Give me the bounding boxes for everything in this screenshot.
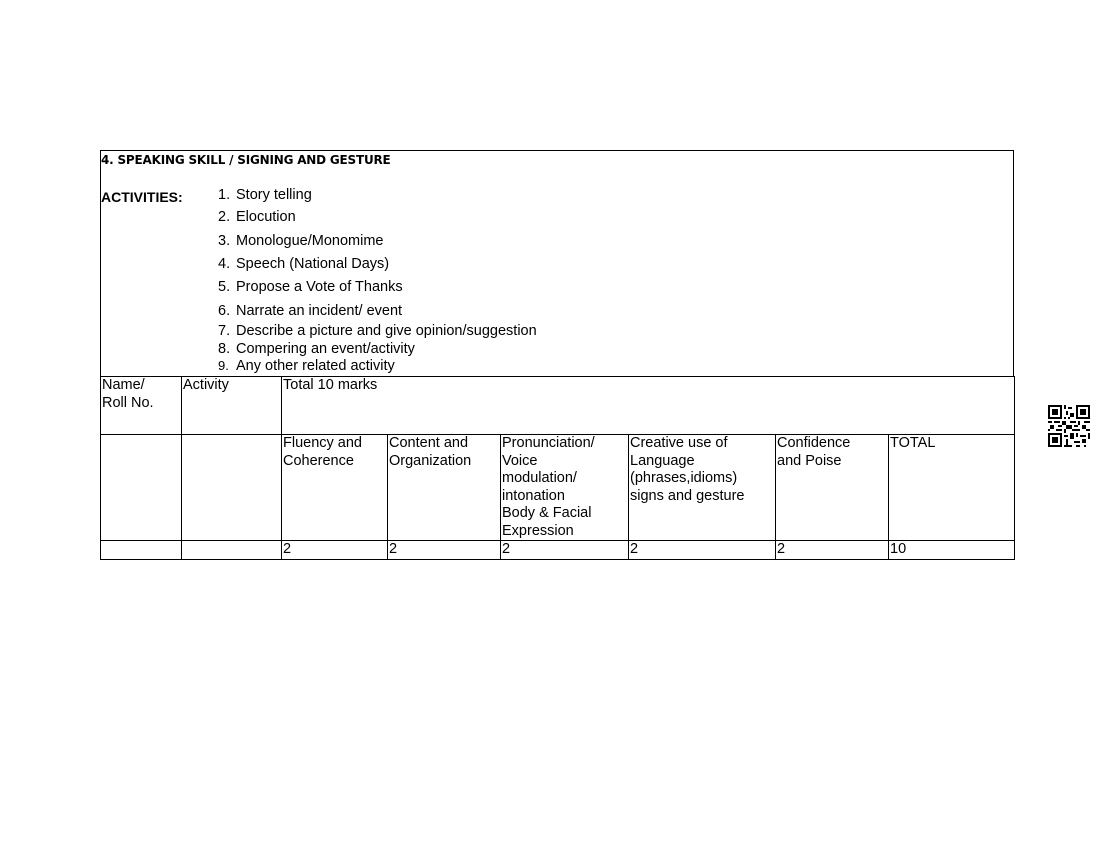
criterion-max-marks: 2 xyxy=(776,541,889,560)
activity-number: 1. xyxy=(218,187,231,203)
marks-table xyxy=(100,376,1015,560)
activity-item xyxy=(218,233,384,249)
activity-number: 8. xyxy=(218,341,231,357)
activity-text: Compering an event/activity xyxy=(236,341,415,357)
criterion-label-line: intonation xyxy=(502,487,565,504)
activity-text: Story telling xyxy=(236,187,312,203)
criteria-row xyxy=(101,435,1015,541)
activity-item xyxy=(218,358,395,374)
activity-item xyxy=(218,341,415,357)
activity-number: 3. xyxy=(218,233,231,249)
activity-header: Activity xyxy=(182,377,282,435)
activities-box xyxy=(100,150,1014,376)
criterion-label-line: Content and xyxy=(389,435,469,451)
criterion-label-line: Language xyxy=(630,452,695,469)
criterion-label-line: Pronunciation/ xyxy=(502,435,595,451)
rollno-header-text: Roll No. xyxy=(102,394,154,411)
activity-number: 6. xyxy=(218,303,231,319)
activity-item xyxy=(218,303,402,319)
criterion-header xyxy=(776,435,889,541)
activity-item xyxy=(218,323,537,339)
assessment-sheet xyxy=(100,150,1014,560)
name-cell[interactable] xyxy=(101,435,182,541)
activity-marks-cell[interactable] xyxy=(182,541,282,560)
activity-text: Any other related activity xyxy=(236,358,395,374)
marks-row xyxy=(101,541,1015,560)
activity-text: Speech (National Days) xyxy=(236,256,390,272)
activity-text: Describe a picture and give opinion/suggestion xyxy=(236,323,537,339)
criterion-header xyxy=(388,435,501,541)
criterion-label-line: Confidence xyxy=(777,435,851,451)
criterion-label-line: Voice xyxy=(502,452,538,469)
criterion-max-marks: 10 xyxy=(889,541,1015,560)
criterion-max-marks: 2 xyxy=(629,541,776,560)
activity-text: Narrate an incident/ event xyxy=(236,303,403,319)
criterion-header xyxy=(501,435,629,541)
criterion-label-line: (phrases,idioms) xyxy=(630,470,738,486)
activity-item xyxy=(218,256,389,272)
activity-number: 5. xyxy=(218,279,231,295)
activity-number: 2. xyxy=(218,209,231,225)
name-marks-cell[interactable] xyxy=(101,541,182,560)
criterion-label-line: Fluency and xyxy=(283,435,362,451)
criterion-label-line: Coherence xyxy=(283,452,354,469)
section-title: 4. SPEAKING SKILL / SIGNING AND GESTURE xyxy=(101,153,391,167)
criterion-label-line: signs and gesture xyxy=(630,487,745,504)
criterion-label-line: Creative use of xyxy=(630,435,728,451)
name-header-text: Name/ xyxy=(102,377,145,393)
criterion-label-line: Organization xyxy=(389,452,472,469)
activity-text: Monologue/Monomime xyxy=(236,233,384,249)
criterion-label-line: modulation/ xyxy=(502,470,577,486)
criterion-header xyxy=(282,435,388,541)
total-marks-header: Total 10 marks xyxy=(282,377,1015,435)
activities-label: ACTIVITIES: xyxy=(101,189,183,205)
criterion-label-line: Expression xyxy=(502,522,574,539)
criterion-header xyxy=(889,435,1015,541)
activity-item xyxy=(218,279,403,295)
criterion-max-marks: 2 xyxy=(388,541,501,560)
qr-code xyxy=(1048,405,1090,447)
criterion-max-marks: 2 xyxy=(282,541,388,560)
activity-text: Elocution xyxy=(236,209,296,225)
criterion-label-line: TOTAL xyxy=(890,435,936,451)
activity-cell[interactable] xyxy=(182,435,282,541)
header-row xyxy=(101,377,1015,435)
criterion-label-line: and Poise xyxy=(777,452,842,469)
activity-number: 7. xyxy=(218,323,231,339)
activity-text: Propose a Vote of Thanks xyxy=(236,279,403,295)
criterion-label-line: Body & Facial xyxy=(502,505,592,521)
activity-item xyxy=(218,209,296,225)
activity-item xyxy=(218,187,312,203)
criterion-header xyxy=(629,435,776,541)
name-rollno-header xyxy=(101,377,182,435)
activity-number: 9. xyxy=(218,358,229,373)
activity-number: 4. xyxy=(218,256,231,272)
criterion-max-marks: 2 xyxy=(501,541,629,560)
